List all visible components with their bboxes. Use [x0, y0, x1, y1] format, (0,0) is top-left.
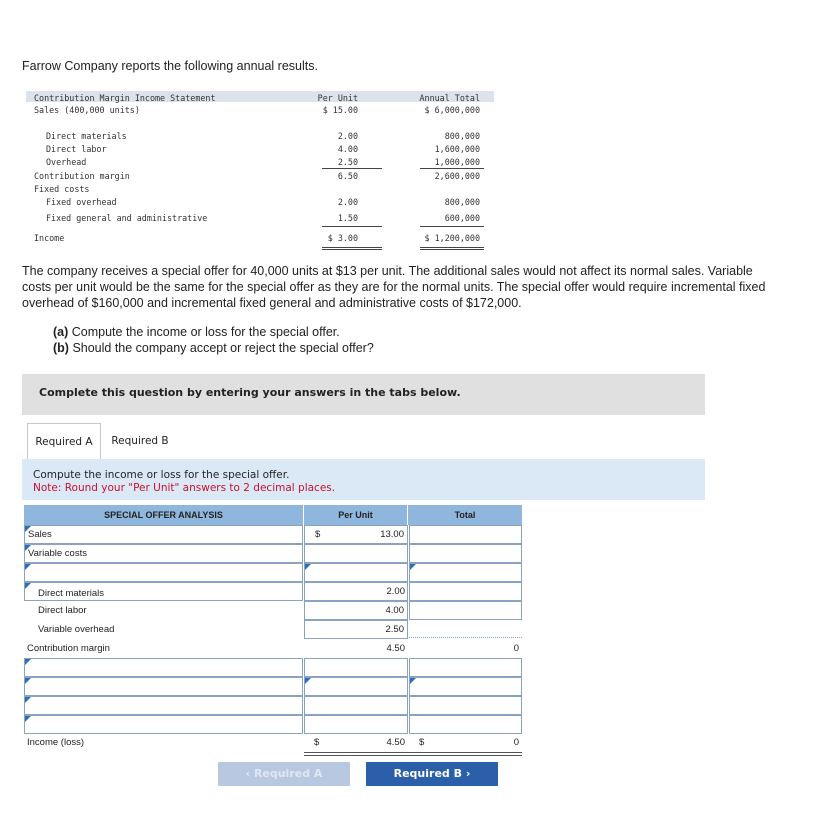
double-underline	[304, 752, 522, 753]
question-a: (a) Compute the income or loss for the special offer.	[53, 325, 340, 339]
row-label-contribution-margin: Contribution margin	[27, 643, 110, 654]
problem-text: The company receives a special offer for 40,000 units at $13 per unit. The additional sales would not affect its normal sales. Variable costs per unit would be the same for the special offer as they are for the normal units. The special offer would require incremental fixed overhead of $160,000 and incremental fixed general and administrative costs of $172,000.	[22, 264, 766, 310]
rounding-note: Note: Round your "Per Unit" answers to 2 decimal places.	[33, 482, 336, 494]
statement-row-fixed-ga: Fixed general and administrative 1.50 600,000	[46, 213, 480, 223]
total-input[interactable]	[409, 563, 522, 582]
dropdown-flag-icon	[25, 678, 31, 684]
divider	[322, 168, 382, 169]
total-input[interactable]	[409, 715, 522, 734]
statement-row-direct-materials: Direct materials 2.00 800,000	[46, 131, 480, 141]
income-statement	[26, 91, 496, 251]
divider	[420, 226, 484, 227]
statement-row-contribution-margin: Contribution margin 6.50 2,600,000	[34, 171, 480, 181]
statement-title: Contribution Margin Income Statement	[34, 93, 216, 103]
tab-required-a[interactable]: Required A	[27, 423, 101, 459]
dropdown-flag-icon	[305, 678, 311, 684]
row-label-variable-overhead: Variable overhead	[38, 624, 115, 635]
dropdown-flag-icon	[25, 545, 31, 551]
header-per-unit: Per Unit	[304, 505, 408, 525]
previous-required-a-button[interactable]: ‹ Required A	[218, 762, 350, 786]
divider	[420, 168, 484, 169]
statement-row-sales: Sales (400,000 units) $ 15.00 $ 6,000,000	[34, 105, 480, 115]
intro-text: Farrow Company reports the following annual results.	[22, 59, 318, 73]
per-unit-input[interactable]	[304, 715, 408, 734]
total-input[interactable]	[409, 582, 522, 601]
total-input[interactable]	[409, 696, 522, 715]
header-total: Total	[408, 505, 522, 525]
dotted-separator	[409, 637, 522, 638]
questions	[53, 324, 374, 356]
instructions-banner: Complete this question by entering your answers in the tabs below.	[22, 374, 705, 415]
dropdown-flag-icon	[25, 716, 31, 722]
statement-row-income: Income $ 3.00 $ 1,200,000	[34, 233, 480, 243]
statement-row-overhead: Overhead 2.50 1,000,000	[46, 157, 480, 167]
row-label-select[interactable]	[24, 715, 303, 734]
tab-instructions	[22, 459, 705, 500]
tab-required-b[interactable]: Required B	[111, 435, 169, 447]
divider	[322, 226, 382, 227]
row-label-direct-labor: Direct labor	[38, 605, 87, 616]
sales-total-input[interactable]	[409, 525, 522, 544]
row-label-direct-materials: Direct materials	[38, 588, 104, 599]
double-underline	[322, 247, 382, 248]
dropdown-flag-icon	[410, 678, 416, 684]
double-underline	[304, 755, 522, 756]
direct-labor-per-unit-input[interactable]: 4.00	[304, 601, 408, 620]
per-unit-input[interactable]	[304, 696, 408, 715]
row-label-select[interactable]	[24, 677, 303, 696]
statement-header-row	[26, 93, 496, 105]
total-input[interactable]	[409, 544, 522, 563]
question-b: (b) Should the company accept or reject the special offer?	[53, 341, 374, 355]
per-unit-input[interactable]	[304, 563, 408, 582]
total-input[interactable]	[409, 677, 522, 696]
contribution-margin-total: 0	[513, 643, 519, 654]
double-underline	[420, 247, 484, 248]
dropdown-flag-icon	[410, 564, 416, 570]
dropdown-flag-icon	[25, 564, 31, 570]
dropdown-flag-icon	[305, 564, 311, 570]
dropdown-flag-icon	[25, 697, 31, 703]
double-underline	[322, 249, 382, 250]
row-label-select[interactable]	[24, 696, 303, 715]
row-label-select[interactable]	[24, 658, 303, 677]
row-label-variable-costs[interactable]: Variable costs	[24, 544, 303, 563]
direct-materials-total-input[interactable]	[409, 601, 522, 620]
row-label-income-loss: Income (loss)	[27, 737, 85, 748]
col-per-unit: Per Unit	[317, 93, 358, 103]
statement-row-fixed-costs: Fixed costs	[34, 184, 90, 194]
col-annual-total: Annual Total	[419, 93, 480, 103]
total-input[interactable]	[409, 658, 522, 677]
statement-row-direct-labor: Direct labor 4.00 1,600,000	[46, 144, 480, 154]
direct-materials-per-unit[interactable]: 2.00	[386, 586, 405, 597]
per-unit-input[interactable]	[304, 544, 408, 563]
double-underline	[420, 249, 484, 250]
income-total: $ 0	[419, 737, 519, 748]
dropdown-flag-icon	[25, 526, 31, 532]
income-per-unit: $ 4.50	[314, 737, 405, 748]
row-label-select[interactable]	[24, 563, 303, 582]
per-unit-input[interactable]	[304, 677, 408, 696]
statement-row-fixed-overhead: Fixed overhead 2.00 800,000	[46, 197, 480, 207]
dropdown-flag-icon	[25, 659, 31, 665]
sales-per-unit-input[interactable]: $ 13.00	[304, 525, 408, 544]
variable-overhead-per-unit-input[interactable]: 2.50	[304, 620, 408, 639]
per-unit-input[interactable]	[304, 658, 408, 677]
next-required-b-button[interactable]: Required B ›	[366, 762, 498, 786]
contribution-margin-per-unit: 4.50	[386, 643, 405, 654]
header-analysis: SPECIAL OFFER ANALYSIS	[24, 505, 304, 525]
instruction-line: Compute the income or loss for the special offer.	[33, 469, 290, 481]
row-label-sales[interactable]: Sales	[24, 525, 303, 544]
